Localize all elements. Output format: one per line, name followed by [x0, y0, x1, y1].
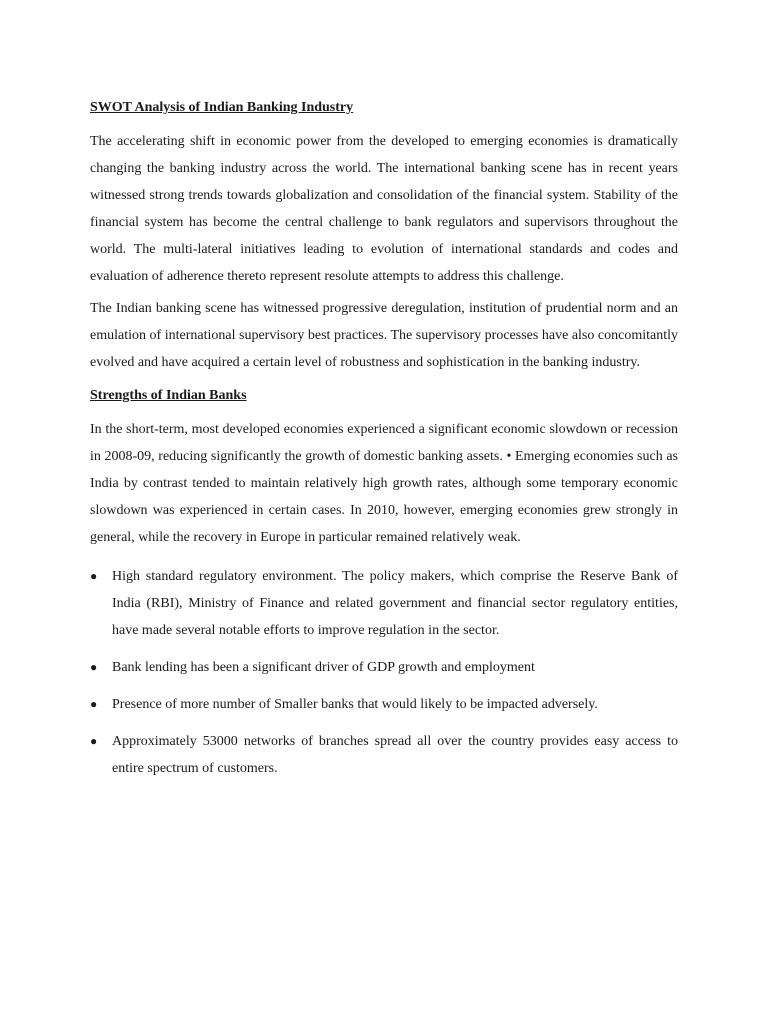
list-item-text: Bank lending has been a significant driver of GDP growth and employment	[112, 660, 535, 675]
list-item	[90, 563, 678, 644]
bullet-icon: ●	[90, 660, 98, 674]
bullet-icon: ●	[90, 734, 98, 748]
list-item-text: Presence of more number of Smaller banks that would likely to be impacted adversely.	[112, 697, 598, 712]
strengths-paragraph: In the short-term, most developed economies experienced a significant economic slowdown or recession in 2008-09, reducing significantly the growth of domestic banking assets. • Emerging economies such as India by contrast tended to maintain relatively high growth rates, although some temporary economic slowdown was experienced in certain cases. In 2010, however, emerging economies grew strongly in general, while the recovery in Europe in particular remained relatively weak.	[90, 422, 678, 545]
list-item	[90, 728, 678, 782]
document-page	[90, 98, 678, 792]
list-item	[90, 654, 678, 681]
bullet-icon: ●	[90, 569, 98, 583]
bullet-icon: ●	[90, 697, 98, 711]
intro-paragraph-1: The accelerating shift in economic power from the developed to emerging economies is dramatically changing the banking industry across the world. The international banking scene has in recent years witnessed strong trends towards globalization and consolidation of the financial system. Stability of the financial system has become the central challenge to bank regulators and supervisors throughout the world. The multi-lateral initiatives leading to evolution of international standards and codes and evaluation of adherence thereto represent resolute attempts to address this challenge.	[90, 134, 678, 284]
document-title: SWOT Analysis of Indian Banking Industry	[90, 100, 354, 115]
strengths-bullet-list	[90, 563, 678, 782]
list-item-text: High standard regulatory environment. The policy makers, which comprise the Reserve Bank of India (RBI), Ministry of Finance and related government and financial sector regulatory entities, have made several notable efforts to improve regulation in the sector.	[112, 569, 678, 638]
list-item-text: Approximately 53000 networks of branches spread all over the country provides easy access to entire spectrum of customers.	[112, 734, 678, 776]
intro-paragraph-2: The Indian banking scene has witnessed progressive deregulation, institution of prudential norm and an emulation of international supervisory best practices. The supervisory processes have also concomitantly evolved and have acquired a certain level of robustness and sophistication in the banking industry.	[90, 301, 678, 370]
strengths-heading: Strengths of Indian Banks	[90, 388, 247, 403]
list-item	[90, 691, 678, 718]
